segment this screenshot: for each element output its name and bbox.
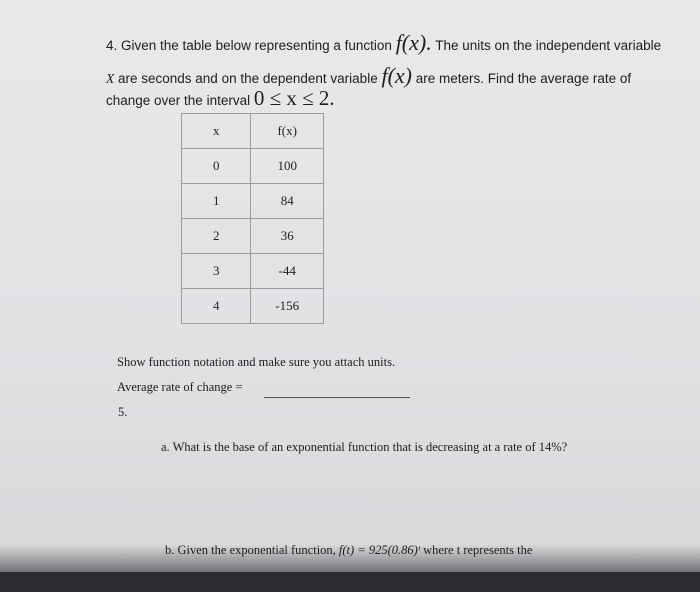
q4-line2-mid: are seconds and on the dependent variable [114, 71, 382, 86]
table-cell: 36 [251, 219, 324, 254]
table-cell: 3 [182, 254, 251, 289]
table-header-x: x [182, 114, 251, 149]
photo-bottom-edge [0, 572, 700, 592]
table-cell: 2 [182, 219, 251, 254]
exponential-formula: f(t) = 925(0.86)ᵗ [338, 543, 420, 557]
table-row [182, 184, 324, 219]
table-cell: 1 [182, 184, 251, 219]
table-row [182, 254, 324, 289]
table-cell: 4 [182, 289, 251, 324]
table-header-fx: f(x) [251, 114, 324, 149]
table-cell: -44 [251, 254, 324, 289]
function-notation: f(x). [395, 30, 432, 55]
table-cell: 100 [251, 149, 324, 184]
table-cell: 0 [182, 149, 251, 184]
variable-x: X [106, 71, 115, 86]
part-b-text: b. Given the exponential function, [165, 543, 339, 557]
question-4-line-3 [106, 86, 335, 111]
q4-line1-post: The units on the independent variable [431, 38, 662, 53]
answer-line [264, 397, 410, 398]
interval: 0 ≤ x ≤ 2. [253, 86, 335, 110]
table-cell: -156 [251, 289, 324, 324]
part-b-post: where t represents the [419, 543, 533, 557]
table-cell: 84 [251, 184, 324, 219]
question-5-number: 5. [118, 405, 128, 419]
show-notation-instruction: Show function notation and make sure you attach units. [117, 355, 396, 369]
function-table [181, 113, 324, 324]
q4-line3-text: change over the interval [106, 93, 254, 108]
function-notation-2: f(x) [381, 63, 412, 88]
table-row [182, 149, 324, 184]
q4-line2-post: are meters. Find the average rate of [411, 71, 632, 86]
question-5-part-a: a. What is the base of an exponential function that is decreasing at a rate of 14%? [161, 440, 568, 454]
question-4-line-1 [106, 30, 661, 56]
q4-line1-text: 4. Given the table below representing a function [106, 38, 396, 53]
question-5-part-b [165, 543, 532, 558]
table-row [182, 219, 324, 254]
table-header-row [182, 114, 324, 149]
average-rate-label: Average rate of change = [117, 380, 243, 394]
table-row [182, 289, 324, 324]
